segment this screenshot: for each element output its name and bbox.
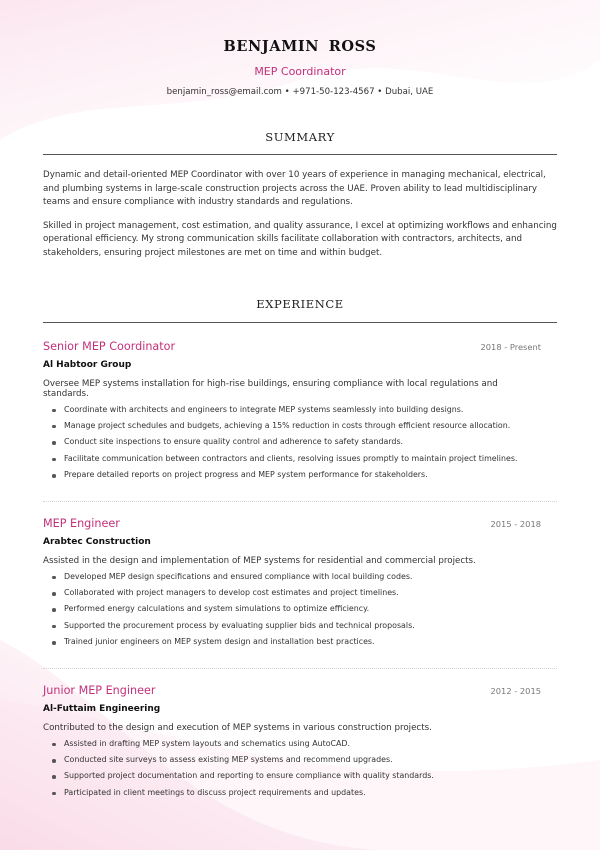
job-role: Senior MEP Coordinator	[43, 339, 176, 353]
bullet-item: Conduct site inspections to ensure quality control and adherence to safety standards.	[64, 434, 541, 450]
bullet-item: Developed MEP design specifications and ensured compliance with local building codes.	[64, 569, 541, 585]
bullet-item: Manage project schedules and budgets, achieving a 15% reduction in costs through efficient resource allocation.	[64, 418, 541, 434]
bullet-item: Supported project documentation and reporting to ensure compliance with quality standards.	[64, 768, 541, 784]
summary-divider	[43, 154, 557, 155]
bullet-item: Conducted site surveys to assess existing MEP systems and recommend upgrades.	[64, 752, 541, 768]
bullet-item: Facilitate communication between contractors and clients, resolving issues promptly to maintain project timelines.	[64, 451, 541, 467]
bullet-item: Trained junior engineers on MEP system design and installation best practices.	[64, 634, 541, 650]
candidate-name: BENJAMIN ROSS	[223, 38, 377, 55]
bullet-item: Collaborated with project managers to develop cost estimates and project timelines.	[64, 585, 541, 601]
job-dates: 2015 - 2018	[490, 518, 541, 529]
job-divider	[43, 668, 557, 669]
job-dates: 2018 - Present	[480, 341, 541, 352]
job-description: Assisted in the design and implementation of MEP systems for residential and commercial projects.	[43, 555, 476, 566]
job-bullets	[43, 402, 541, 484]
contact-line: benjamin_ross@email.com • +971-50-123-4567 • Dubai, UAE	[166, 87, 434, 97]
job-entry	[43, 340, 541, 484]
bullet-item: Participated in client meetings to discuss project requirements and updates.	[64, 785, 541, 801]
job-bullets	[43, 736, 541, 802]
job-dates: 2012 - 2015	[490, 685, 541, 696]
job-role: Junior MEP Engineer	[43, 683, 156, 697]
summary-paragraph: Skilled in project management, cost estimation, and quality assurance, I excel at optimizing workflows and enhancing operational efficiency. My strong communication skills facilitate collaboration with contractors, architects, and stakeholders, ensuring project milestones are met on time and within budget.	[43, 220, 557, 258]
bullet-item: Performed energy calculations and system simulations to optimize efficiency.	[64, 601, 541, 617]
experience-heading: EXPERIENCE	[256, 296, 344, 311]
job-description: Contributed to the design and execution of MEP systems in various construction projects.	[43, 722, 432, 733]
job-entry	[43, 684, 541, 802]
bullet-item: Assisted in drafting MEP system layouts and schematics using AutoCAD.	[64, 736, 541, 752]
job-company: Al Habtoor Group	[43, 359, 132, 370]
resume-header	[0, 0, 600, 97]
summary-heading: SUMMARY	[265, 130, 335, 144]
experience-divider	[43, 322, 557, 323]
summary-paragraph: Dynamic and detail-oriented MEP Coordinator with over 10 years of experience in managing mechanical, electrical, and plumbing systems in large-scale construction projects across the UAE. Proven ability to lead multidisciplinary teams and ensure compliance with industry standards and regulations.	[43, 170, 546, 208]
job-company: Al-Futtaim Engineering	[43, 703, 161, 714]
bullet-item: Coordinate with architects and engineers to integrate MEP systems seamlessly into building designs.	[64, 402, 541, 418]
bullet-item: Supported the procurement process by evaluating supplier bids and technical proposals.	[64, 618, 541, 634]
job-bullets	[43, 569, 541, 651]
job-title: MEP Coordinator	[254, 65, 346, 78]
summary-section	[43, 169, 557, 261]
job-entry	[43, 517, 541, 651]
bullet-item: Prepare detailed reports on project progress and MEP system performance for stakeholders.	[64, 467, 541, 483]
job-divider	[43, 501, 557, 502]
job-company: Arabtec Construction	[43, 536, 151, 547]
job-role: MEP Engineer	[43, 516, 120, 530]
job-description: Oversee MEP systems installation for high-rise buildings, ensuring compliance with local regulations and standards.	[43, 378, 498, 399]
